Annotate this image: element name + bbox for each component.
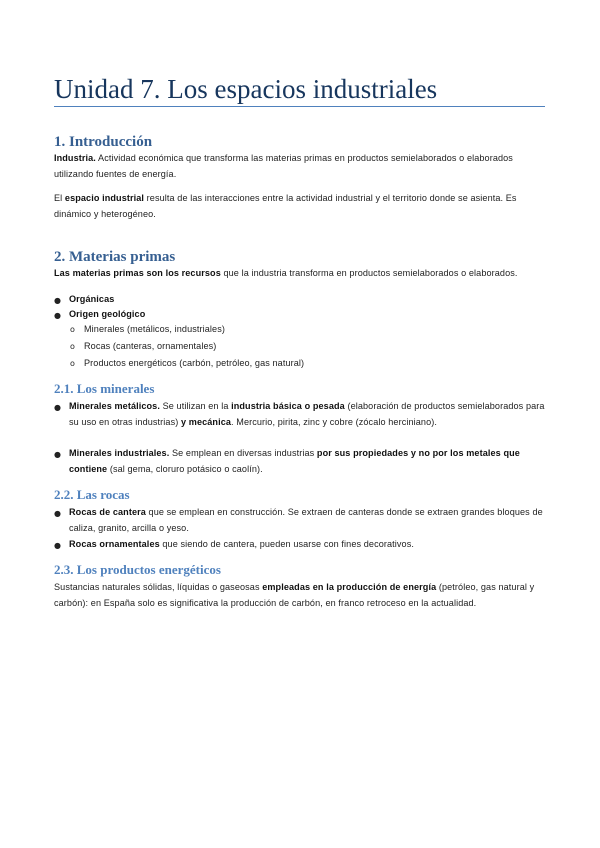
paragraph-text: (petróleo, gas natural y carbón): en España solo es significativa la producción de carbón, en franco retroceso en la actualidad. [54,582,535,608]
paragraph-espacio-industrial [54,191,548,222]
term-industria: Industria. [54,153,96,163]
list-item-minerales-industriales [69,446,547,477]
list-item-text: (elaboración de productos semielaborados para su uso en otras industrias) [69,401,545,427]
list-item-text: (sal gema, cloruro potásico o caolín). [107,463,263,474]
sublist-item-minerales: Minerales (metálicos, industriales) [84,324,225,334]
bullet-icon: ● [54,311,61,320]
hollow-bullet-icon: o [70,342,75,351]
paragraph-productos-energeticos [54,580,548,611]
list-item-label: Orgánicas [69,294,115,304]
list-item-rocas-ornamentales [69,537,547,553]
bullet-icon: ● [54,509,61,518]
term-produccion-energia: empleadas en la producción de energía [262,582,437,592]
heading-los-minerales: 2.1. Los minerales [54,381,155,396]
bullet-icon: ● [54,541,61,550]
term-rocas-cantera: Rocas de cantera [69,507,146,517]
sublist-item-productos-energeticos: Productos energéticos (carbón, petróleo, gas natural) [84,358,305,368]
paragraph-industria-definition [54,151,548,182]
heading-las-rocas: 2.2. Las rocas [54,487,130,502]
title-underline [54,106,545,107]
term-propiedades: por sus propiedades y no por los metales que contiene [69,448,520,474]
paragraph-text: que la industria transforma en productos semielaborados o elaborados. [220,268,518,278]
bullet-icon: ● [54,403,61,412]
paragraph-text: Sustancias naturales sólidas, líquidas o gaseosas [54,582,263,592]
heading-introduccion: 1. Introducción [54,134,153,150]
term-minerales-industriales: Minerales industriales. [69,448,170,458]
hollow-bullet-icon: o [70,359,75,368]
list-item-minerales-metalicos [69,399,547,430]
paragraph-text: El [54,193,65,203]
paragraph-text: Actividad económica que transforma las materias primas en productos semielaborados o elaborados utilizando fuentes de energía. [54,153,513,179]
list-item-text: Se utilizan en la [159,401,232,411]
term-rocas-ornamentales: Rocas ornamentales [69,539,160,549]
heading-productos-energeticos: 2.3. Los productos energéticos [54,562,221,577]
list-item-origen-geologico [69,307,547,323]
list-item-text: . Mercurio, pirita, zinc y cobre (zócalo herciniano). [231,416,437,427]
list-item-text: que siendo de cantera, pueden usarse con fines decorativos. [159,539,414,549]
term-minerales-metalicos: Minerales metálicos. [69,401,160,411]
list-item-label: Origen geológico [69,309,146,319]
term-industria-basica: industria básica o pesada [231,401,345,411]
paragraph-text: resulta de las interacciones entre la actividad industrial y el territorio donde se asienta. Es dinámico y heterogéneo. [54,193,517,219]
bullet-icon: ● [54,450,61,459]
list-item-organicas [69,292,547,308]
hollow-bullet-icon: o [70,325,75,334]
page-title: Unidad 7. Los espacios industriales [54,74,438,104]
sublist-item-rocas: Rocas (canteras, ornamentales) [84,341,217,351]
heading-materias-primas: 2. Materias primas [54,249,176,265]
term-materias-primas: Las materias primas son los recursos [54,268,221,278]
list-item-text: que se emplean en construcción. Se extraen de canteras donde se extraen grandes bloques de caliza, granito, arcilla o yeso. [69,507,543,533]
bullet-icon: ● [54,296,61,305]
list-item-rocas-cantera [69,505,547,536]
paragraph-materias-primas [54,266,548,282]
list-item-text: Se emplean en diversas industrias [169,448,317,458]
term-mecanica: y mecánica [180,416,232,427]
term-espacio-industrial: espacio industrial [64,193,145,203]
